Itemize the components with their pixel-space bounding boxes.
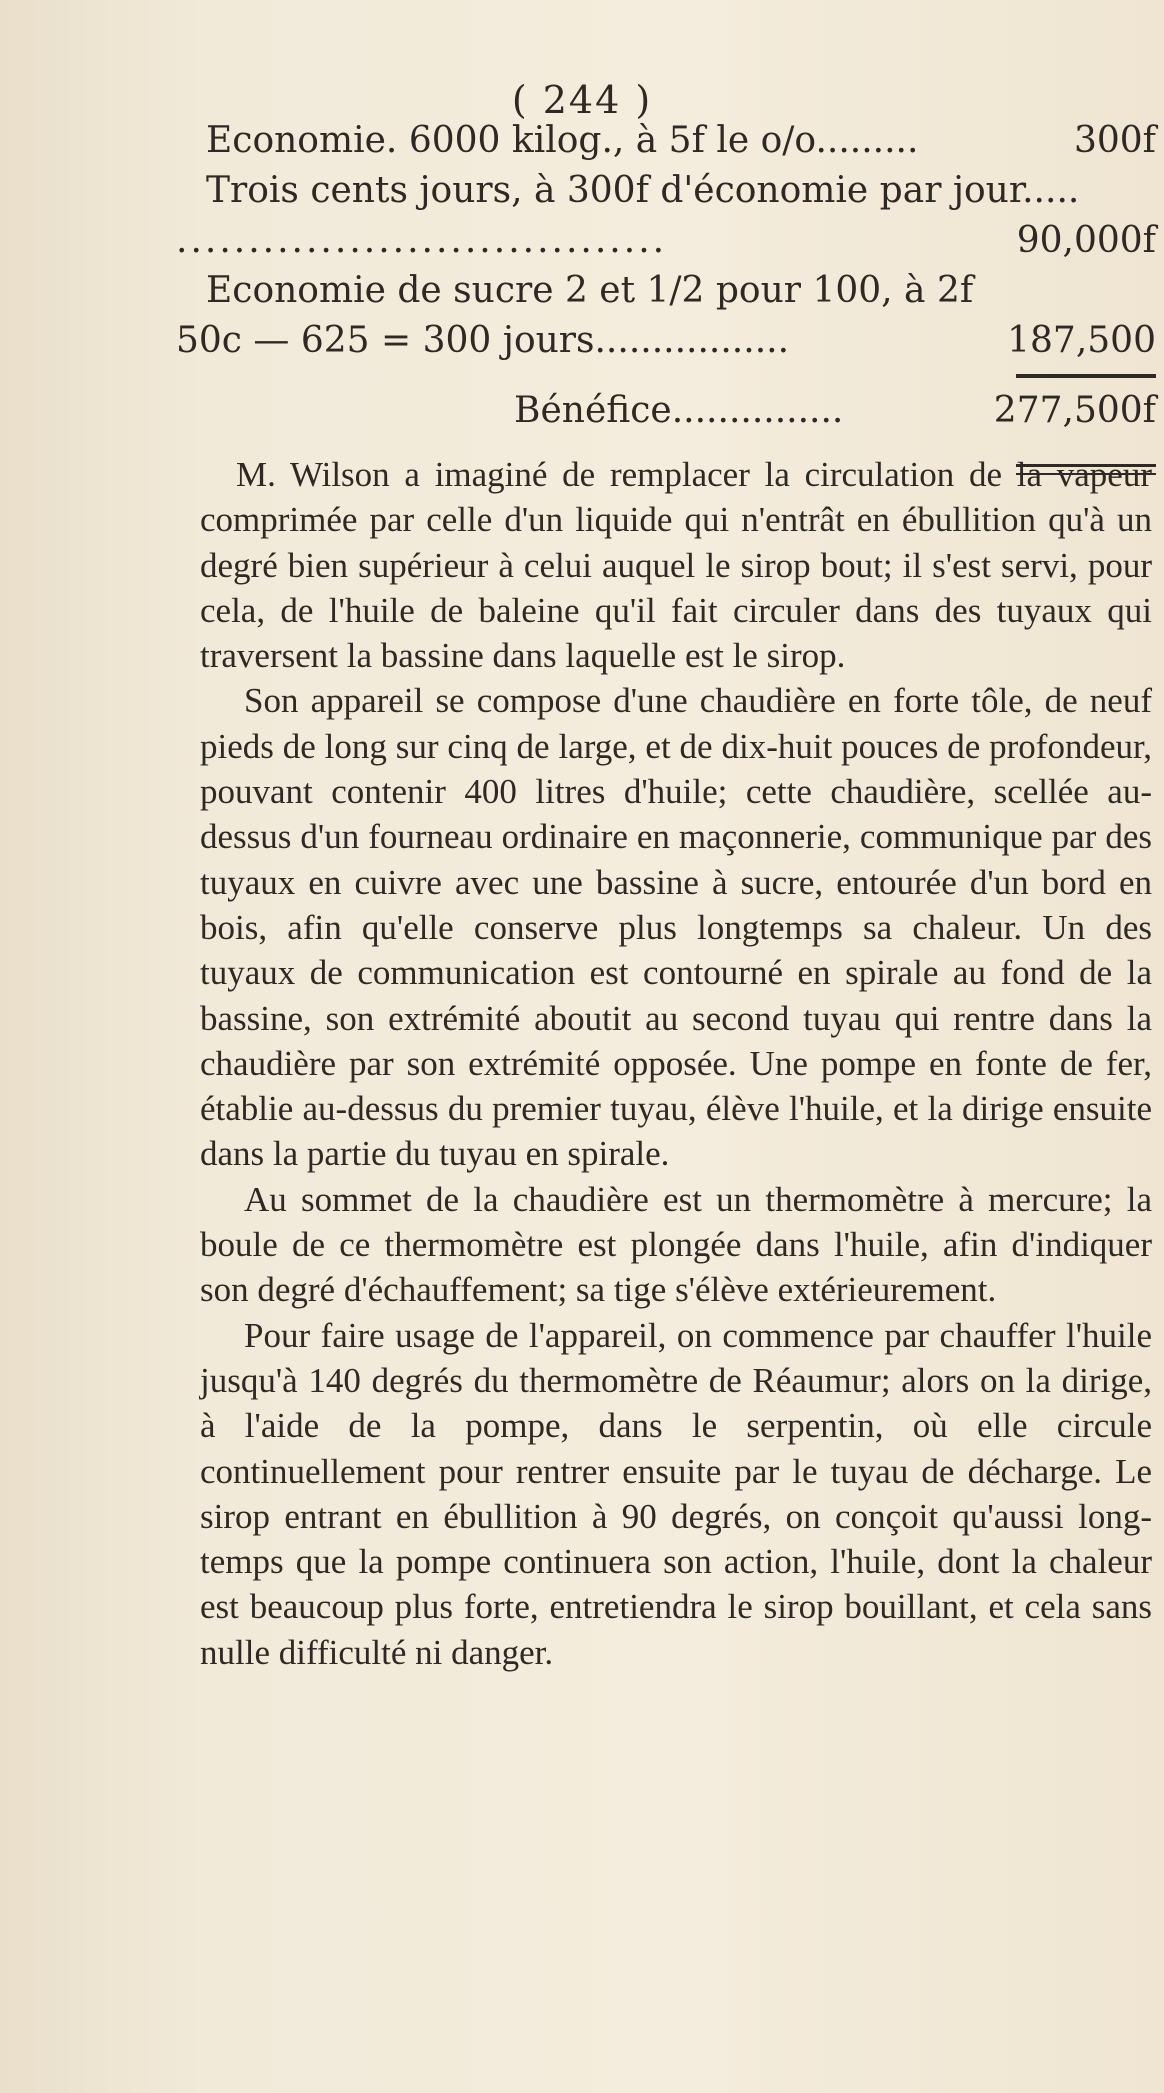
calc-line-3-value: 90,000f (1016, 220, 1156, 261)
total-rule (1016, 374, 1156, 378)
calc-line-sucre (206, 266, 1156, 316)
calc-line-2-text: Trois cents jours, à 300f d'économie par jour..... (206, 170, 1080, 211)
calc-line-subtotal (176, 216, 1156, 266)
paragraph-appareil: Son appareil se compose d'une chaudière en forte tôle, de neuf pieds de long sur cinq de large, et de dix-huit pouces de profondeur, pouvant contenir 400 litres d'huile; cette chaudière, scellée au-dessus d'un fourneau ordinaire en maçonnerie, communique par des tuyaux en cuivre avec une bassine à sucre, entourée d'un bord en bois, afin qu'elle conserve plus longtemps sa chaleur. Un des tuyaux de communication est contourné en spirale au fond de la bassine, son extrémité aboutit au second tuyau qui rentre dans la chaudière par son extrémité opposée. Une pompe en fonte de fer, établie au-dessus du premier tuyau, élève l'huile, et la dirige ensuite dans la partie du tuyau en spirale. (200, 681, 1152, 1174)
calc-line-1-text: Economie. 6000 kilog., à 5f le o/o......... (206, 120, 919, 161)
benefice-line (206, 386, 1156, 436)
paragraph-usage: Pour faire usage de l'appareil, on commence par chauffer l'huile jusqu'à 140 degrés du thermomètre de Réaumur; alors on la dirige, à l'aide de la pompe, dans le serpentin, où elle circule continuellement pour rentrer ensuite par le tuyau de décharge. Le sirop entrant en ébullition à 90 degrés, on conçoit qu'aussi long-temps que la pompe continuera son action, l'huile, dont la chaleur est beaucoup plus forte, entretiendra le sirop bouillant, et cela sans nulle difficulté ni danger. (200, 1315, 1152, 1672)
page-number: ( 244 ) (511, 78, 653, 122)
calc-line-trois-cents-jours (206, 166, 1156, 216)
calc-line-jours (176, 316, 1156, 366)
benefice-label: Bénéfice............... (514, 390, 844, 431)
calc-line-4-text: Economie de sucre 2 et 1/2 pour 100, à 2f (206, 270, 974, 311)
cost-calculation (176, 116, 1156, 475)
calc-line-economie (206, 116, 1156, 166)
benefice-value: 277,500f (993, 390, 1156, 431)
calc-line-3-dots: .................................. (176, 220, 668, 261)
paragraph-wilson: M. Wilson a imaginé de remplacer la circulation de la vapeur comprimée par celle d'un liquide qui n'entrât en ébullition qu'à un degré bien supérieur à celui auquel le sirop bout; il s'est servi, pour cela, de l'huile de baleine qu'il fait circuler dans des tuyaux qui traversent la bassine dans laquelle est le sirop. (200, 455, 1152, 676)
calc-line-5-value: 187,500 (1007, 320, 1156, 361)
paragraph-thermometre: Au sommet de la chaudière est un thermomètre à mercure; la boule de ce thermomètre est plongée dans l'huile, afin d'indiquer son degré d'échauffement; sa tige s'élève extérieurement. (200, 1179, 1152, 1310)
body-text (200, 452, 1152, 1675)
calc-line-5-text: 50c — 625 = 300 jours................. (176, 320, 790, 361)
calc-line-1-value: 300f (1073, 120, 1156, 161)
